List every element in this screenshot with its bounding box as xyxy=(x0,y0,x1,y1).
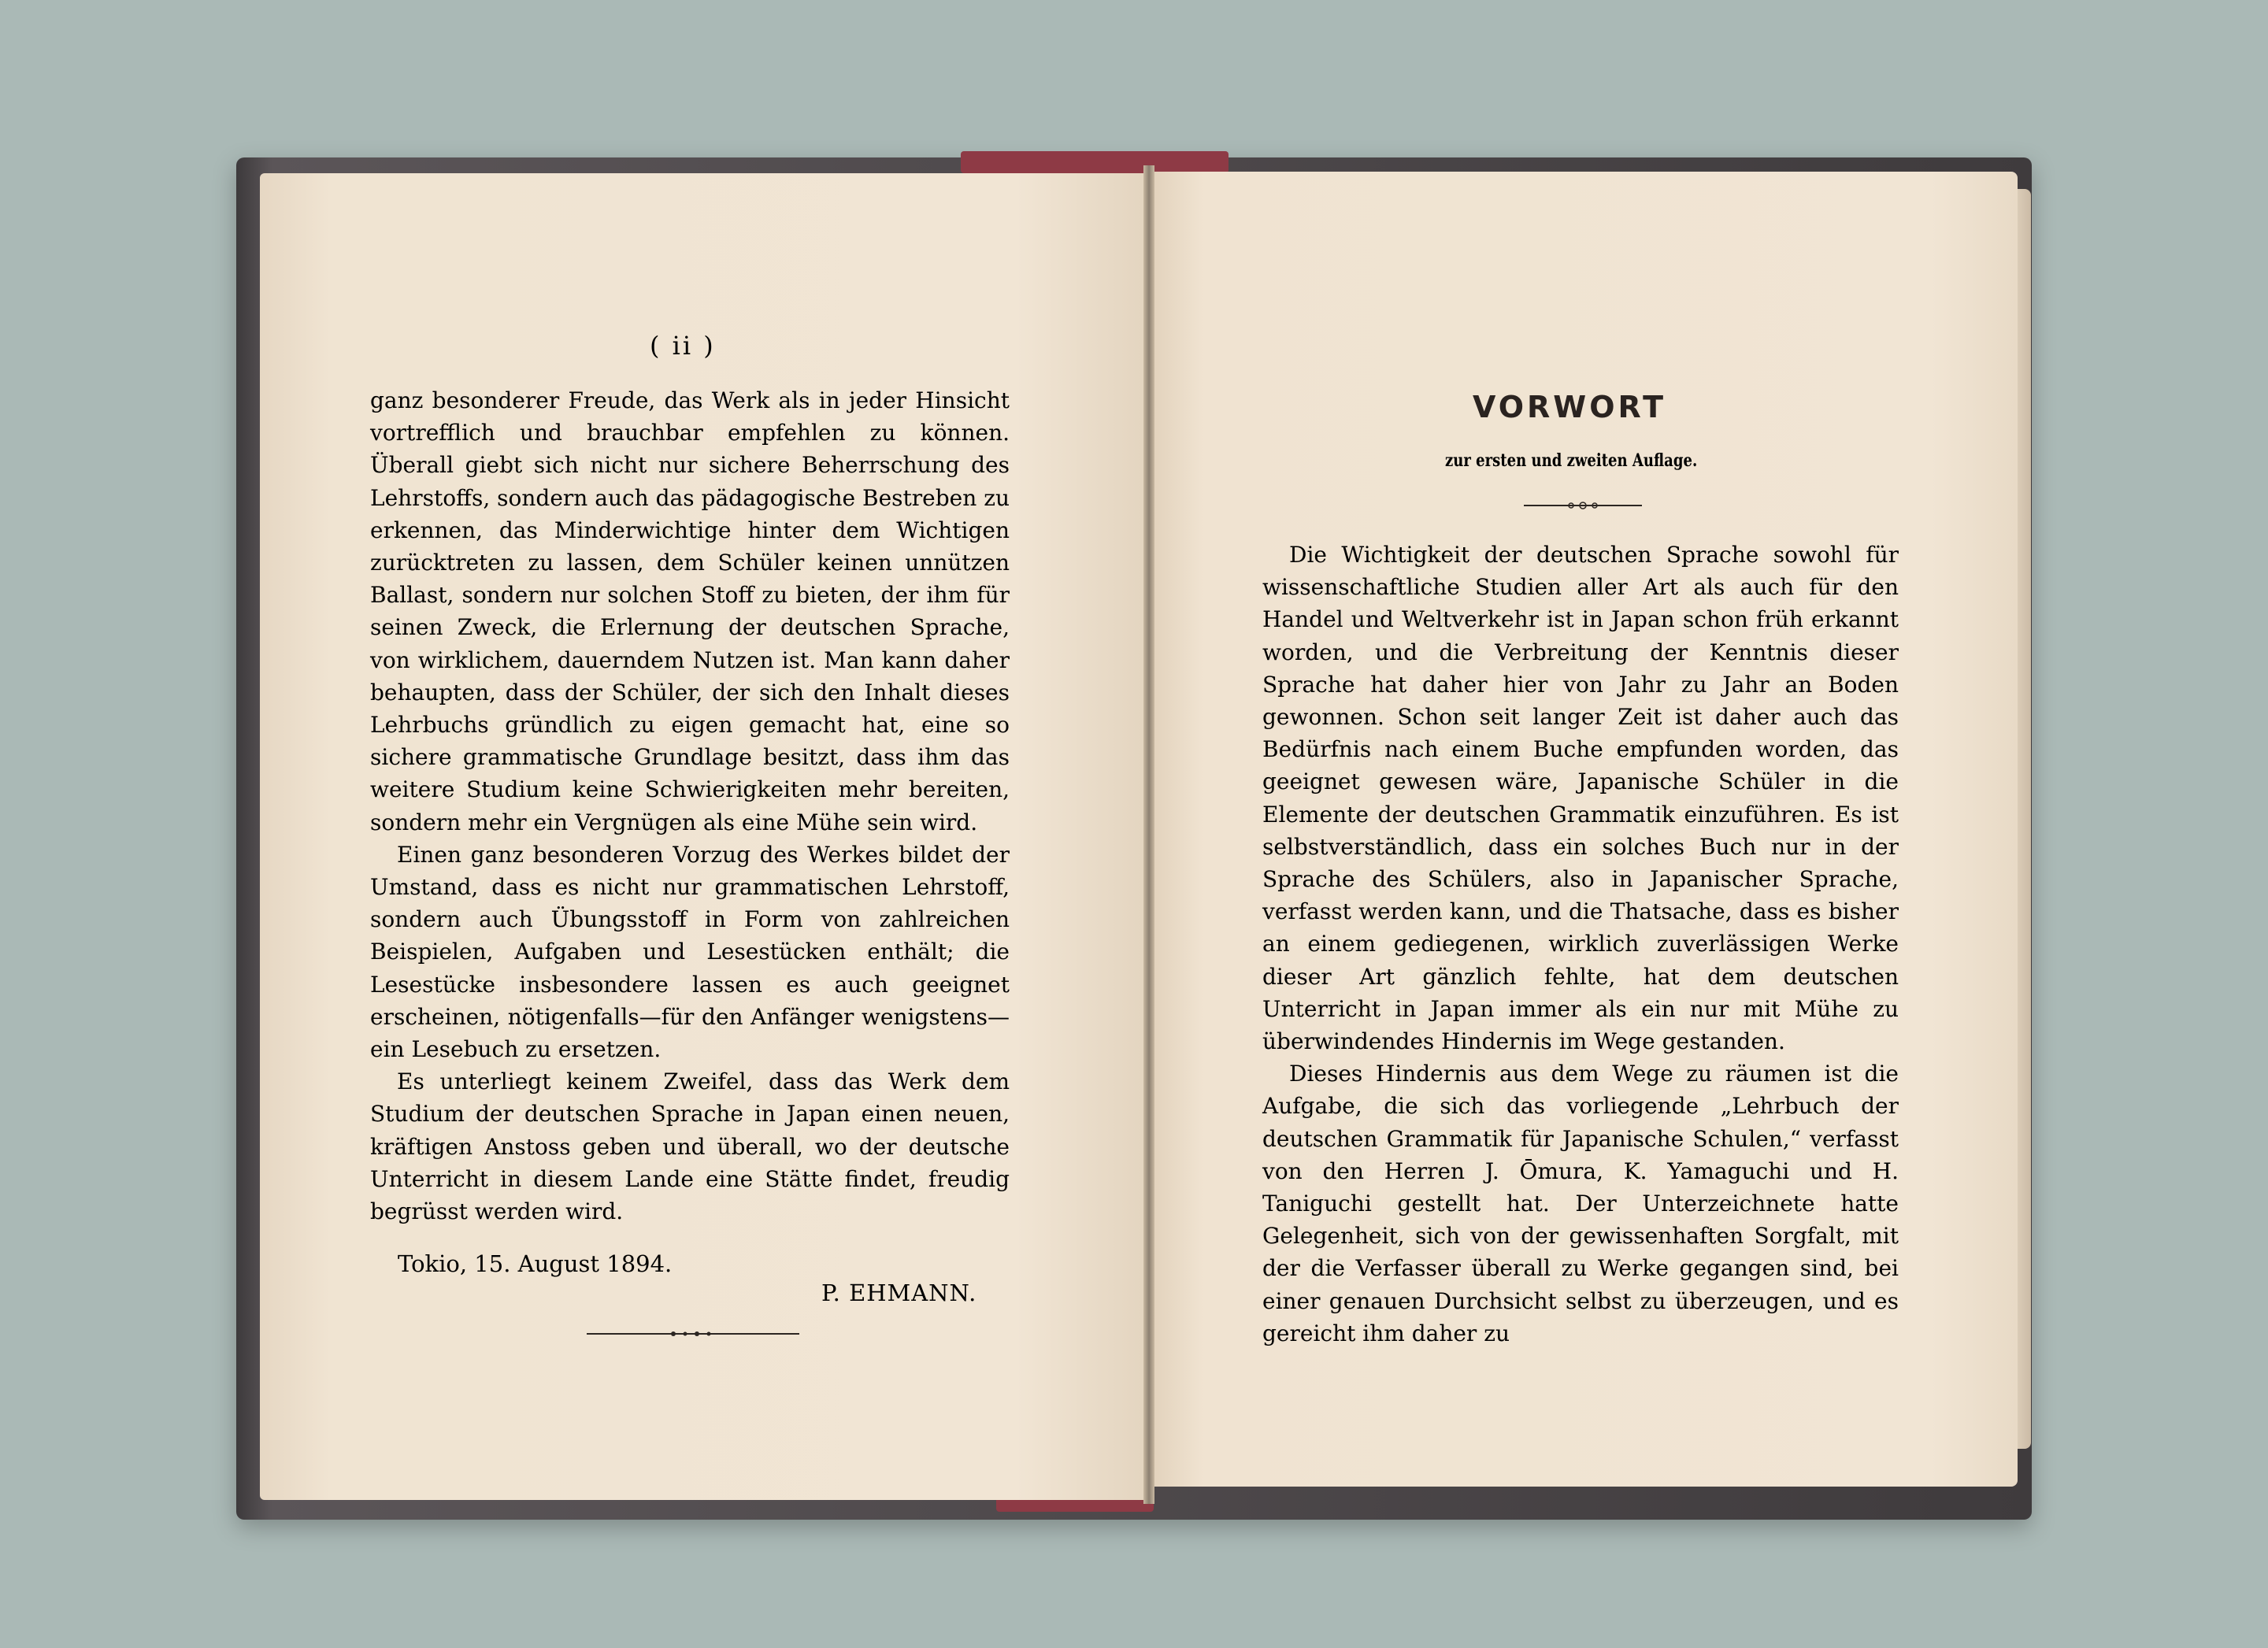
right-page-body xyxy=(1262,539,1899,1350)
paragraph: Einen ganz besonderen Vorzug des Werkes bildet der Umstand, dass es nicht nur grammatischen Lehrstoff, sondern auch Übungsstoff in Form von zahlreichen Beispielen, Aufgaben und Lesestücken enthält; die Lesestücke insbesondere lassen es auch geeignet erscheinen, nötigenfalls—für den Anfänger wenigstens—ein Lesebuch zu ersetzen. xyxy=(370,841,1010,1063)
book-gutter xyxy=(1143,165,1154,1504)
ornament-divider xyxy=(1524,501,1642,510)
page-subtitle: zur ersten und zweiten Auflage. xyxy=(1445,450,1698,471)
paragraph: ganz besonderer Freude, das Werk als in jeder Hinsicht vortrefflich und brauchbar empfehlen zu können. Überall giebt sich nicht nur sichere Beherrschung des Lehrstoffs, sondern auch das pädagogische Bestreben zu erkennen, das Minderwichtige hinter dem Wichtigen zurücktreten zu lassen, dem Schüler keinen unnützen Ballast, sondern nur solchen Stoff zu bieten, der ihm für seinen Zweck, die Erlernung der deutschen Sprache, von wirklichem, dauerndem Nutzen ist. Man kann daher behaupten, dass der Schüler, der sich den Inhalt dieses Lehrbuchs gründlich zu eigen gemacht hat, eine so sichere grammatische Grundlage besitzt, dass ihm das weitere Studium keine Schwierigkeiten mehr bereiten, sondern mehr ein Vergnügen als eine Mühe sein wird. xyxy=(370,387,1010,835)
paragraph: Dieses Hindernis aus dem Wege zu räumen ist die Aufgabe, die sich das vorliegende „Lehrbuch der deutschen Grammatik für Japanische Schulen,“ verfasst von den Herren J. Ōmura, K. Yamaguchi und H. Taniguchi gestellt hat. Der Unterzeichnete hatte Gelegenheit, sich von der gewissenhaften Sorgfalt, mit der die Verfasser überall zu Werke gegangen sind, bei einer genauen Durchsicht selbst zu überzeugen, und es gereicht ihm daher zu xyxy=(1262,1061,1899,1346)
page-number: ( ii ) xyxy=(650,331,716,361)
date-line: Tokio, 15. August 1894. xyxy=(398,1250,673,1277)
left-page-body xyxy=(370,384,1010,1228)
paragraph: Die Wichtigkeit der deutschen Sprache sowohl für wissenschaftliche Studien aller Art als auch für den Handel und Weltverkehr ist in Japan schon früh erkannt worden, und die Verbreitung der Kenntnis dieser Sprache hat daher hier von Jahr zu Jahr an Boden gewonnen. Schon seit langer Zeit ist daher auch das Bedürfnis nach einem Buche empfunden worden, das geeignet gewesen wäre, Japanische Schüler in die Elemente der deutschen Grammatik einzuführen. Es ist selbstverständlich, dass ein solches Buch nur in der Sprache des Schülers, also in Japanischer Sprache, verfasst werden kann, und die Thatsache, dass es bisher an einem gediegenen, wirklich zuverlässigen Werke dieser Art gänzlich fehlte, hat dem deutschen Unterricht in Japan immer als ein nur mit Mühe zu überwindendes Hindernis im Wege gestanden. xyxy=(1262,542,1899,1055)
signature: P. EHMANN. xyxy=(821,1280,977,1306)
page-title: VORWORT xyxy=(1473,390,1666,424)
ornament-divider xyxy=(587,1329,799,1339)
spine-cloth-top xyxy=(961,151,1228,173)
paragraph: Es unterliegt keinem Zweifel, dass das Werk dem Studium der deutschen Sprache in Japan einen neuen, kräftigen Anstoss geben und überall, wo der deutsche Unterricht in diesem Lande eine Stätte findet, freudig begrüsst werden wird. xyxy=(370,1068,1010,1225)
